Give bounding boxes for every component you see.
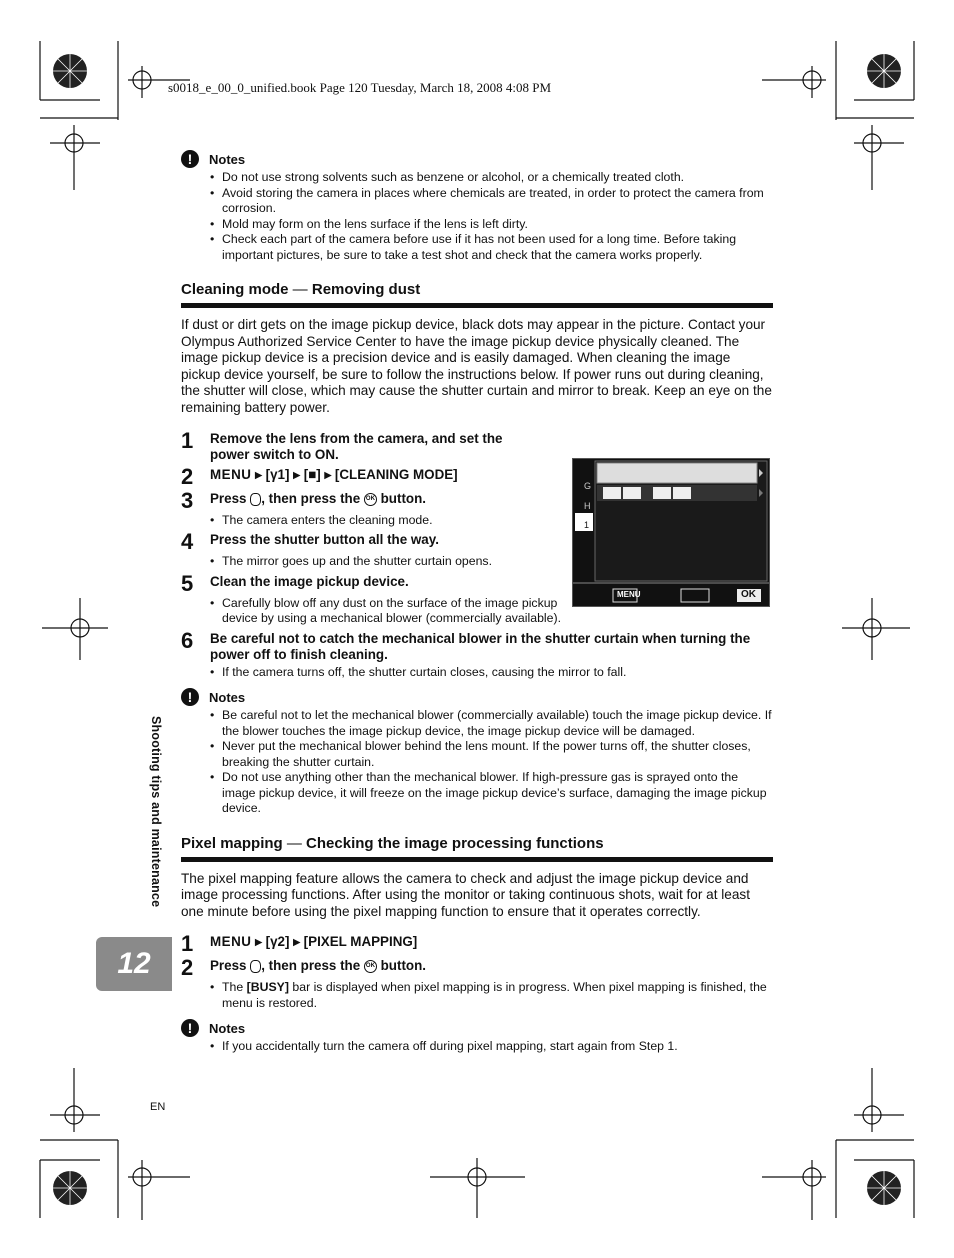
list-item: • The camera enters the cleaning mode. (222, 513, 773, 529)
step-1: 1 Remove the lens from the camera, and set the power switch to ON. (181, 427, 503, 462)
ok-button-icon: OK (364, 960, 377, 973)
ok-button-icon: OK (364, 493, 377, 506)
camera-footer-ok: OK (741, 589, 756, 600)
notes-block-1 (181, 150, 773, 263)
list-item: • Never put the mechanical blower behind the lens mount. If the power turns off, the shutter closes, breaking the shutter curtain. (222, 739, 773, 770)
camera-tab-1: 1 (584, 520, 590, 530)
camera-tab-h: H (584, 501, 591, 511)
step-2: 2 MENU ▸ [γ1] ▸ [■] ▸ [CLEANING MODE] (181, 463, 458, 489)
wrench-tab-highlight-icon: [■] (303, 466, 321, 482)
wrench-tab1-icon: γ1 (270, 466, 286, 482)
arrow-right-icon: ▸ (255, 934, 262, 950)
notes-title: Notes (209, 689, 246, 705)
notes-title: Notes (209, 151, 246, 167)
step-3: 3 Press , then press the OK button. (181, 487, 426, 513)
arrow-right-icon: ▸ (293, 934, 300, 950)
step-5: 5 Clean the image pickup device. (181, 570, 409, 596)
notes-block-2 (181, 688, 773, 817)
book-header: s0018_e_00_0_unified.book Page 120 Tuesday, March 18, 2008 4:08 PM (168, 80, 552, 95)
notes-block-3 (181, 1019, 773, 1055)
list-item: • Be careful not to let the mechanical blower (commercially available) touch the image pickup device. If the blower touches the image pickup device, the image pickup device will be damaged. (222, 708, 773, 739)
pixel-steps (181, 931, 773, 1011)
step-1: 1 MENU ▸ [γ2] ▸ [PIXEL MAPPING] (181, 931, 418, 957)
camera-screen-graphic (573, 459, 769, 606)
arrow-pad-icon (250, 493, 261, 506)
list-item: • The mirror goes up and the shutter curtain opens. (222, 554, 773, 570)
chapter-tab: 12 (96, 937, 172, 991)
list-item: • The [BUSY] bar is displayed when pixel mapping is in progress. When pixel mapping is finished, the menu is restored. (222, 980, 773, 1011)
chapter-vertical-label: Shooting tips and maintenance (149, 716, 163, 908)
camera-tab-g: G (584, 481, 592, 491)
arrow-right-icon: ▸ (324, 466, 332, 482)
step-6: 6 Be careful not to catch the mechanical blower in the shutter curtain when turning the power off to finish cleaning. (181, 627, 751, 662)
list-item: • Avoid storing the camera in places where chemicals are treated, in order to protect the camera from corrosion. (222, 186, 773, 217)
step-2: 2 Press , then press the OK button. (181, 955, 426, 981)
arrow-right-icon: ▸ (255, 466, 262, 482)
warning-icon: ! (181, 688, 199, 706)
camera-menu-screen (572, 458, 770, 607)
arrow-right-icon: ▸ (293, 466, 300, 482)
language-label: EN (150, 1101, 166, 1113)
list-item: • Carefully blow off any dust on the surface of the image pickup device by using a mechanical blower (commercially available). (222, 596, 582, 627)
notes-list (181, 708, 773, 817)
camera-footer-menu: MENU (617, 590, 641, 599)
arrow-pad-icon (250, 960, 261, 973)
section-paragraph: The pixel mapping feature allows the camera to check and adjust the image pickup device and image processing functions. After using the monitor or taking continuous shots, wait for at least one minute before using the pixel mapping function to ensure that it operates correctly. (181, 870, 750, 919)
list-item: • Check each part of the camera before use if it has not been used for a long time. Before taking important pictures, be sure to take a test shot and check that the camera works properly. (222, 232, 773, 263)
menu-button-label: MENU (210, 934, 252, 950)
notes-title: Notes (209, 1020, 246, 1036)
list-item: • If you accidentally turn the camera off during pixel mapping, start again from Step 1. (222, 1039, 773, 1055)
section-title-cleaning: Cleaning mode — Removing dust (181, 281, 773, 308)
menu-button-label: MENU (210, 466, 252, 482)
notes-list (181, 170, 773, 263)
warning-icon: ! (181, 1019, 199, 1037)
list-item: • If the camera turns off, the shutter curtain closes, causing the mirror to fall. (222, 665, 773, 681)
list-item: • Do not use strong solvents such as benzene or alcohol, or a chemically treated cloth. (222, 170, 773, 186)
wrench-tab2-icon: [γ2] (265, 934, 290, 950)
list-item: • Mold may form on the lens surface if the lens is left dirty. (222, 217, 773, 233)
section-title-pixel-mapping: Pixel mapping — Checking the image processing functions (181, 835, 773, 862)
list-item: • Do not use anything other than the mechanical blower. If high-pressure gas is sprayed onto the image pickup device, it will freeze on the image pickup device’s surface, damaging the image pickup device. (222, 770, 773, 817)
warning-icon: ! (181, 150, 199, 168)
notes-list (181, 1039, 773, 1055)
section-paragraph: If dust or dirt gets on the image pickup device, black dots may appear in the picture. Contact your Olympus Authorized Service Center to have the image pickup device physically cleaned. The image pickup device is a precision device and is easily damaged. When cleaning the image pickup device yourself, be sure to follow the instructions below. If power runs out during cleaning, the shutter will close, which may cause the shutter curtain and mirror to break. Keep an eye on the remaining battery power. (181, 317, 772, 415)
step-4: 4 Press the shutter button all the way. (181, 529, 439, 555)
